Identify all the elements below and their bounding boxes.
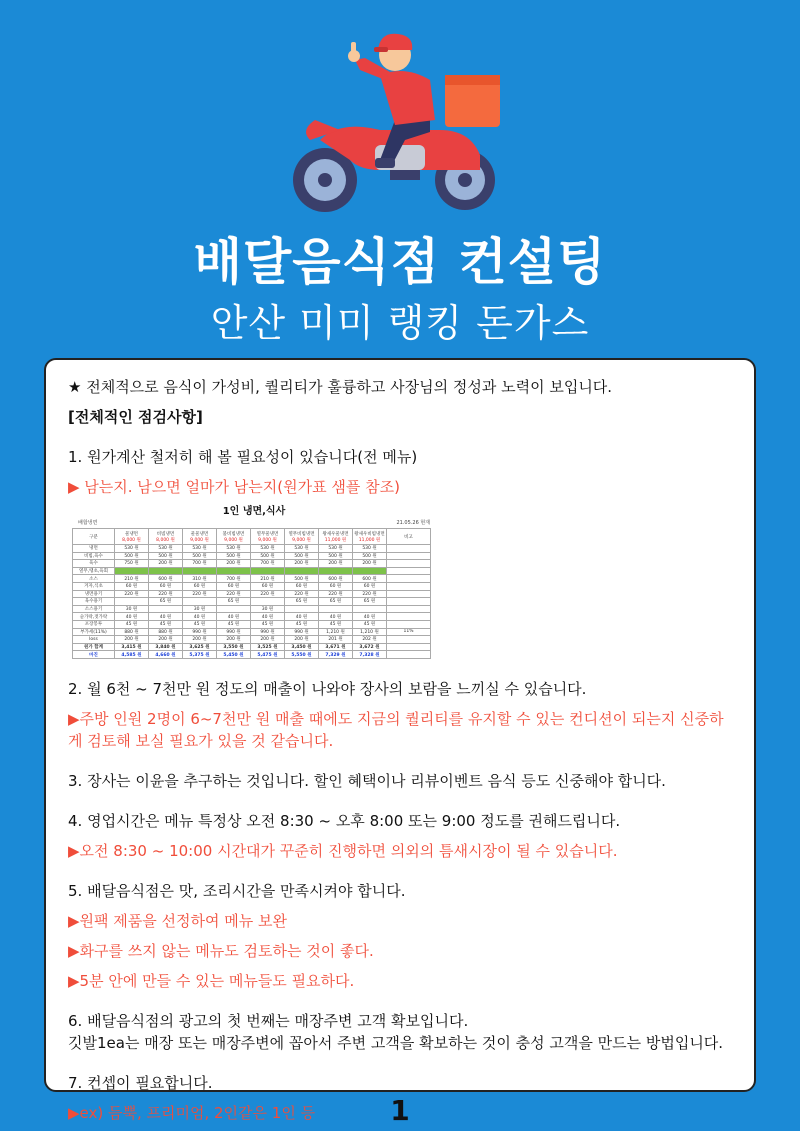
col-header: 물냉면 8,000 원 <box>115 529 149 545</box>
table-row <box>73 651 431 659</box>
item-1: 1. 원가계산 철저히 해 볼 필요성이 있습니다(전 메뉴) <box>68 448 418 466</box>
table-cell: 310 원 <box>183 575 217 583</box>
table-cell: 60 원 <box>183 582 217 590</box>
table-cell: 500 원 <box>149 552 183 560</box>
table-cell: 5,475 원 <box>251 651 285 659</box>
table-cell: 65 원 <box>285 598 319 606</box>
table-cell: 530 원 <box>353 545 387 553</box>
table-cell: 500 원 <box>251 552 285 560</box>
table-cell <box>285 567 319 575</box>
item-5-note-1: ▶원팩 제품을 선정하여 메뉴 보완 <box>68 912 287 930</box>
cost-table <box>72 528 431 659</box>
table-cell: 40 원 <box>285 613 319 621</box>
table-cell: 45 원 <box>353 620 387 628</box>
delivery-scooter-icon <box>280 20 520 220</box>
cost-table-left-meta: 배합냉면 <box>78 520 98 526</box>
table-cell: 40 원 <box>149 613 183 621</box>
table-row <box>73 545 431 553</box>
item-4-note: ▶오전 8:30 ~ 10:00 시간대가 꾸준히 진행하면 의외의 틈새시장이 될 수 있습니다. <box>68 842 618 860</box>
table-row <box>73 575 431 583</box>
row-label: 비빔,육수 <box>73 552 115 560</box>
table-cell: 7,328 원 <box>353 651 387 659</box>
table-cell: 5,550 원 <box>285 651 319 659</box>
table-cell: 530 원 <box>319 545 353 553</box>
col-header: 왕새우비빔냉면 11,000 원 <box>353 529 387 545</box>
table-cell: 200 원 <box>217 560 251 568</box>
table-cell: 45 원 <box>217 620 251 628</box>
col-header: 물물냉면 9,000 원 <box>183 529 217 545</box>
table-cell: 40 원 <box>251 613 285 621</box>
table-cell: 530 원 <box>115 545 149 553</box>
item-7: 7. 컨셉이 필요합니다. <box>68 1074 213 1092</box>
cost-table-header-row <box>73 529 431 545</box>
table-cell: 65 원 <box>149 598 183 606</box>
table-cell: 530 원 <box>183 545 217 553</box>
table-cell: 200 원 <box>149 560 183 568</box>
row-remark <box>387 613 431 621</box>
table-cell: 220 원 <box>183 590 217 598</box>
cost-table-date: 21.05.26 현재 <box>396 520 430 526</box>
hero-banner <box>0 0 800 355</box>
content-card <box>44 358 756 1122</box>
intro-text: ★ 전체적으로 음식이 가성비, 퀄리티가 훌륭하고 사장님의 정성과 노력이 보입니다. <box>68 378 613 396</box>
row-remark <box>387 620 431 628</box>
item-5-note-3: ▶5분 안에 만들 수 있는 메뉴들도 필요하다. <box>68 972 355 990</box>
table-cell: 40 원 <box>115 613 149 621</box>
table-row <box>73 598 431 606</box>
col-header: 왕새우물냉면 11,000 원 <box>319 529 353 545</box>
table-cell: 60 원 <box>115 582 149 590</box>
table-cell: 3,671 원 <box>319 643 353 651</box>
row-label: 육수용기 <box>73 598 115 606</box>
table-cell: 600 원 <box>319 575 353 583</box>
table-cell: 220 원 <box>115 590 149 598</box>
item-6: 6. 배달음식점의 광고의 첫 번째는 매장주변 고객 확보입니다. <box>68 1012 469 1030</box>
table-cell: 65 원 <box>353 598 387 606</box>
header-label: 구분 <box>73 529 115 545</box>
table-cell: 990 원 <box>183 628 217 636</box>
row-remark: 11% <box>387 628 431 636</box>
row-remark <box>387 560 431 568</box>
table-cell: 45 원 <box>183 620 217 628</box>
table-cell <box>149 605 183 613</box>
col-header: 불비빔냉면 9,000 원 <box>217 529 251 545</box>
table-cell: 30 원 <box>251 605 285 613</box>
table-cell <box>251 567 285 575</box>
row-label: 소스용기 <box>73 605 115 613</box>
page-number: 1 <box>390 1094 410 1127</box>
cost-table-title: 1인 냉면,식사 <box>222 506 286 517</box>
table-cell: 700 원 <box>183 560 217 568</box>
row-remark <box>387 545 431 553</box>
table-cell: 60 원 <box>285 582 319 590</box>
table-row <box>73 643 431 651</box>
table-row <box>73 560 431 568</box>
table-cell: 530 원 <box>217 545 251 553</box>
table-cell: 200 원 <box>183 636 217 644</box>
row-remark <box>387 605 431 613</box>
table-cell <box>217 605 251 613</box>
table-cell: 45 원 <box>149 620 183 628</box>
table-cell <box>149 567 183 575</box>
table-cell: 500 원 <box>353 552 387 560</box>
table-row <box>73 620 431 628</box>
col-header: 비빔냉면 8,000 원 <box>149 529 183 545</box>
table-cell: 5,450 원 <box>217 651 251 659</box>
table-cell: 65 원 <box>217 598 251 606</box>
table-cell: 40 원 <box>319 613 353 621</box>
table-cell: 60 원 <box>319 582 353 590</box>
table-cell <box>319 605 353 613</box>
row-label: 육수 <box>73 560 115 568</box>
table-cell: 200 원 <box>149 636 183 644</box>
table-cell: 220 원 <box>149 590 183 598</box>
table-cell: 5,375 원 <box>183 651 217 659</box>
table-row <box>73 628 431 636</box>
table-cell: 40 원 <box>353 613 387 621</box>
table-cell: 990 원 <box>285 628 319 636</box>
table-row <box>73 605 431 613</box>
section-title: [전체적인 점검사항] <box>68 408 203 426</box>
col-header: 열무비빔냉면 9,000 원 <box>285 529 319 545</box>
table-cell: 600 원 <box>353 575 387 583</box>
table-cell: 201 원 <box>319 636 353 644</box>
row-label: 포장봉투 <box>73 620 115 628</box>
item-2: 2. 월 6천 ~ 7천만 원 정도의 매출이 나와야 장사의 보람을 느끼실 수 있습니다. <box>68 680 587 698</box>
table-cell: 45 원 <box>115 620 149 628</box>
table-cell <box>353 567 387 575</box>
table-cell: 210 원 <box>251 575 285 583</box>
table-cell <box>115 598 149 606</box>
row-label: 부가세(11%) <box>73 628 115 636</box>
table-cell: 220 원 <box>251 590 285 598</box>
row-label: loss <box>73 636 115 644</box>
table-row <box>73 552 431 560</box>
table-cell: 750 원 <box>115 560 149 568</box>
remark-header: 비고 <box>387 529 431 545</box>
table-cell: 60 원 <box>251 582 285 590</box>
row-remark <box>387 552 431 560</box>
table-cell <box>353 605 387 613</box>
table-cell <box>285 605 319 613</box>
table-cell: 880 원 <box>115 628 149 636</box>
table-cell <box>115 567 149 575</box>
item-4: 4. 영업시간은 메뉴 특정상 오전 8:30 ~ 오후 8:00 또는 9:00 정도를 권해드립니다. <box>68 812 621 830</box>
table-cell: 3,450 원 <box>285 643 319 651</box>
table-cell <box>183 598 217 606</box>
table-cell: 45 원 <box>251 620 285 628</box>
table-cell: 30 원 <box>115 605 149 613</box>
table-cell: 530 원 <box>285 545 319 553</box>
item-3: 3. 장사는 이윤을 추구하는 것입니다. 할인 혜택이나 리뷰이벤트 음식 등도 신중해야 합니다. <box>68 772 666 790</box>
table-cell: 990 원 <box>251 628 285 636</box>
item-1-note: ▶ 남는지. 남으면 얼마가 남는지(원가표 샘플 참조) <box>68 478 400 496</box>
row-remark <box>387 651 431 659</box>
page-subtitle: 안산 미미 랭킹 돈가스 <box>210 301 590 345</box>
table-cell: 3,550 원 <box>217 643 251 651</box>
table-cell: 202 원 <box>353 636 387 644</box>
row-remark <box>387 567 431 575</box>
table-cell <box>217 567 251 575</box>
table-cell <box>319 567 353 575</box>
table-cell: 220 원 <box>319 590 353 598</box>
table-cell: 200 원 <box>115 636 149 644</box>
table-cell: 1,210 원 <box>353 628 387 636</box>
table-cell: 3,840 원 <box>149 643 183 651</box>
table-cell: 45 원 <box>319 620 353 628</box>
table-cell: 200 원 <box>251 636 285 644</box>
row-label: 겨자,식초 <box>73 582 115 590</box>
table-cell: 700 원 <box>217 575 251 583</box>
row-label: 숟가락,젓가락 <box>73 613 115 621</box>
table-cell: 500 원 <box>183 552 217 560</box>
table-cell: 3,672 원 <box>353 643 387 651</box>
row-remark <box>387 582 431 590</box>
table-cell: 500 원 <box>115 552 149 560</box>
table-cell: 60 원 <box>217 582 251 590</box>
table-cell: 200 원 <box>285 560 319 568</box>
item-7-note: ▶ex) 듬뿍, 프리미엄, 2인같은 1인 등 <box>68 1104 316 1122</box>
cost-table-sample <box>72 502 436 674</box>
table-cell: 220 원 <box>353 590 387 598</box>
table-cell: 45 원 <box>285 620 319 628</box>
table-cell: 220 원 <box>285 590 319 598</box>
table-row <box>73 567 431 575</box>
table-cell: 500 원 <box>285 552 319 560</box>
row-label: 원가 합계 <box>73 643 115 651</box>
table-cell: 220 원 <box>217 590 251 598</box>
table-row <box>73 613 431 621</box>
table-cell: 3,415 원 <box>115 643 149 651</box>
table-cell: 530 원 <box>149 545 183 553</box>
table-cell: 210 원 <box>115 575 149 583</box>
table-cell: 65 원 <box>319 598 353 606</box>
table-cell: 600 원 <box>149 575 183 583</box>
table-cell <box>183 567 217 575</box>
item-5-note-2: ▶화구를 쓰지 않는 메뉴도 검토하는 것이 좋다. <box>68 942 374 960</box>
item-6-line-2: 깃발1ea는 매장 또는 매장주변에 꼽아서 주변 고객을 확보하는 것이 충성 고객을 만드는 방법입니다. <box>68 1034 724 1052</box>
table-cell: 990 원 <box>217 628 251 636</box>
table-cell: 4,585 원 <box>115 651 149 659</box>
table-cell: 3,525 원 <box>251 643 285 651</box>
row-remark <box>387 643 431 651</box>
table-cell: 40 원 <box>217 613 251 621</box>
table-cell: 60 원 <box>149 582 183 590</box>
table-cell: 200 원 <box>319 560 353 568</box>
table-cell: 500 원 <box>285 575 319 583</box>
table-cell: 200 원 <box>353 560 387 568</box>
row-remark <box>387 598 431 606</box>
row-label: 냉면 <box>73 545 115 553</box>
table-cell: 40 원 <box>183 613 217 621</box>
table-cell: 500 원 <box>217 552 251 560</box>
table-row <box>73 590 431 598</box>
row-remark <box>387 636 431 644</box>
row-label: 소스 <box>73 575 115 583</box>
table-cell: 4,660 원 <box>149 651 183 659</box>
table-cell: 700 원 <box>251 560 285 568</box>
table-cell: 200 원 <box>217 636 251 644</box>
page-title: 배달음식점 컨설팅 <box>193 233 607 291</box>
table-cell: 500 원 <box>319 552 353 560</box>
row-label: 냉면용기 <box>73 590 115 598</box>
table-row <box>73 582 431 590</box>
table-cell: 200 원 <box>285 636 319 644</box>
table-row <box>73 636 431 644</box>
table-cell: 880 원 <box>149 628 183 636</box>
row-label: 열무,땡초,육회 <box>73 567 115 575</box>
item-2-note: ▶주방 인원 2명이 6~7천만 원 매출 때에도 지금의 퀄리티를 유지할 수 있는 컨디션이 되는지 신중하게 검토해 보실 필요가 있을 것 같습니다. <box>68 710 724 750</box>
table-cell: 1,210 원 <box>319 628 353 636</box>
table-cell <box>251 598 285 606</box>
col-header: 열무물냉면 9,000 원 <box>251 529 285 545</box>
item-5: 5. 배달음식점은 맛, 조리시간을 만족시켜야 합니다. <box>68 882 406 900</box>
table-cell: 30 원 <box>183 605 217 613</box>
row-remark <box>387 575 431 583</box>
row-remark <box>387 590 431 598</box>
table-cell: 7,329 원 <box>319 651 353 659</box>
table-cell: 530 원 <box>251 545 285 553</box>
table-cell: 3,625 원 <box>183 643 217 651</box>
row-label: 마진 <box>73 651 115 659</box>
table-cell: 60 원 <box>353 582 387 590</box>
